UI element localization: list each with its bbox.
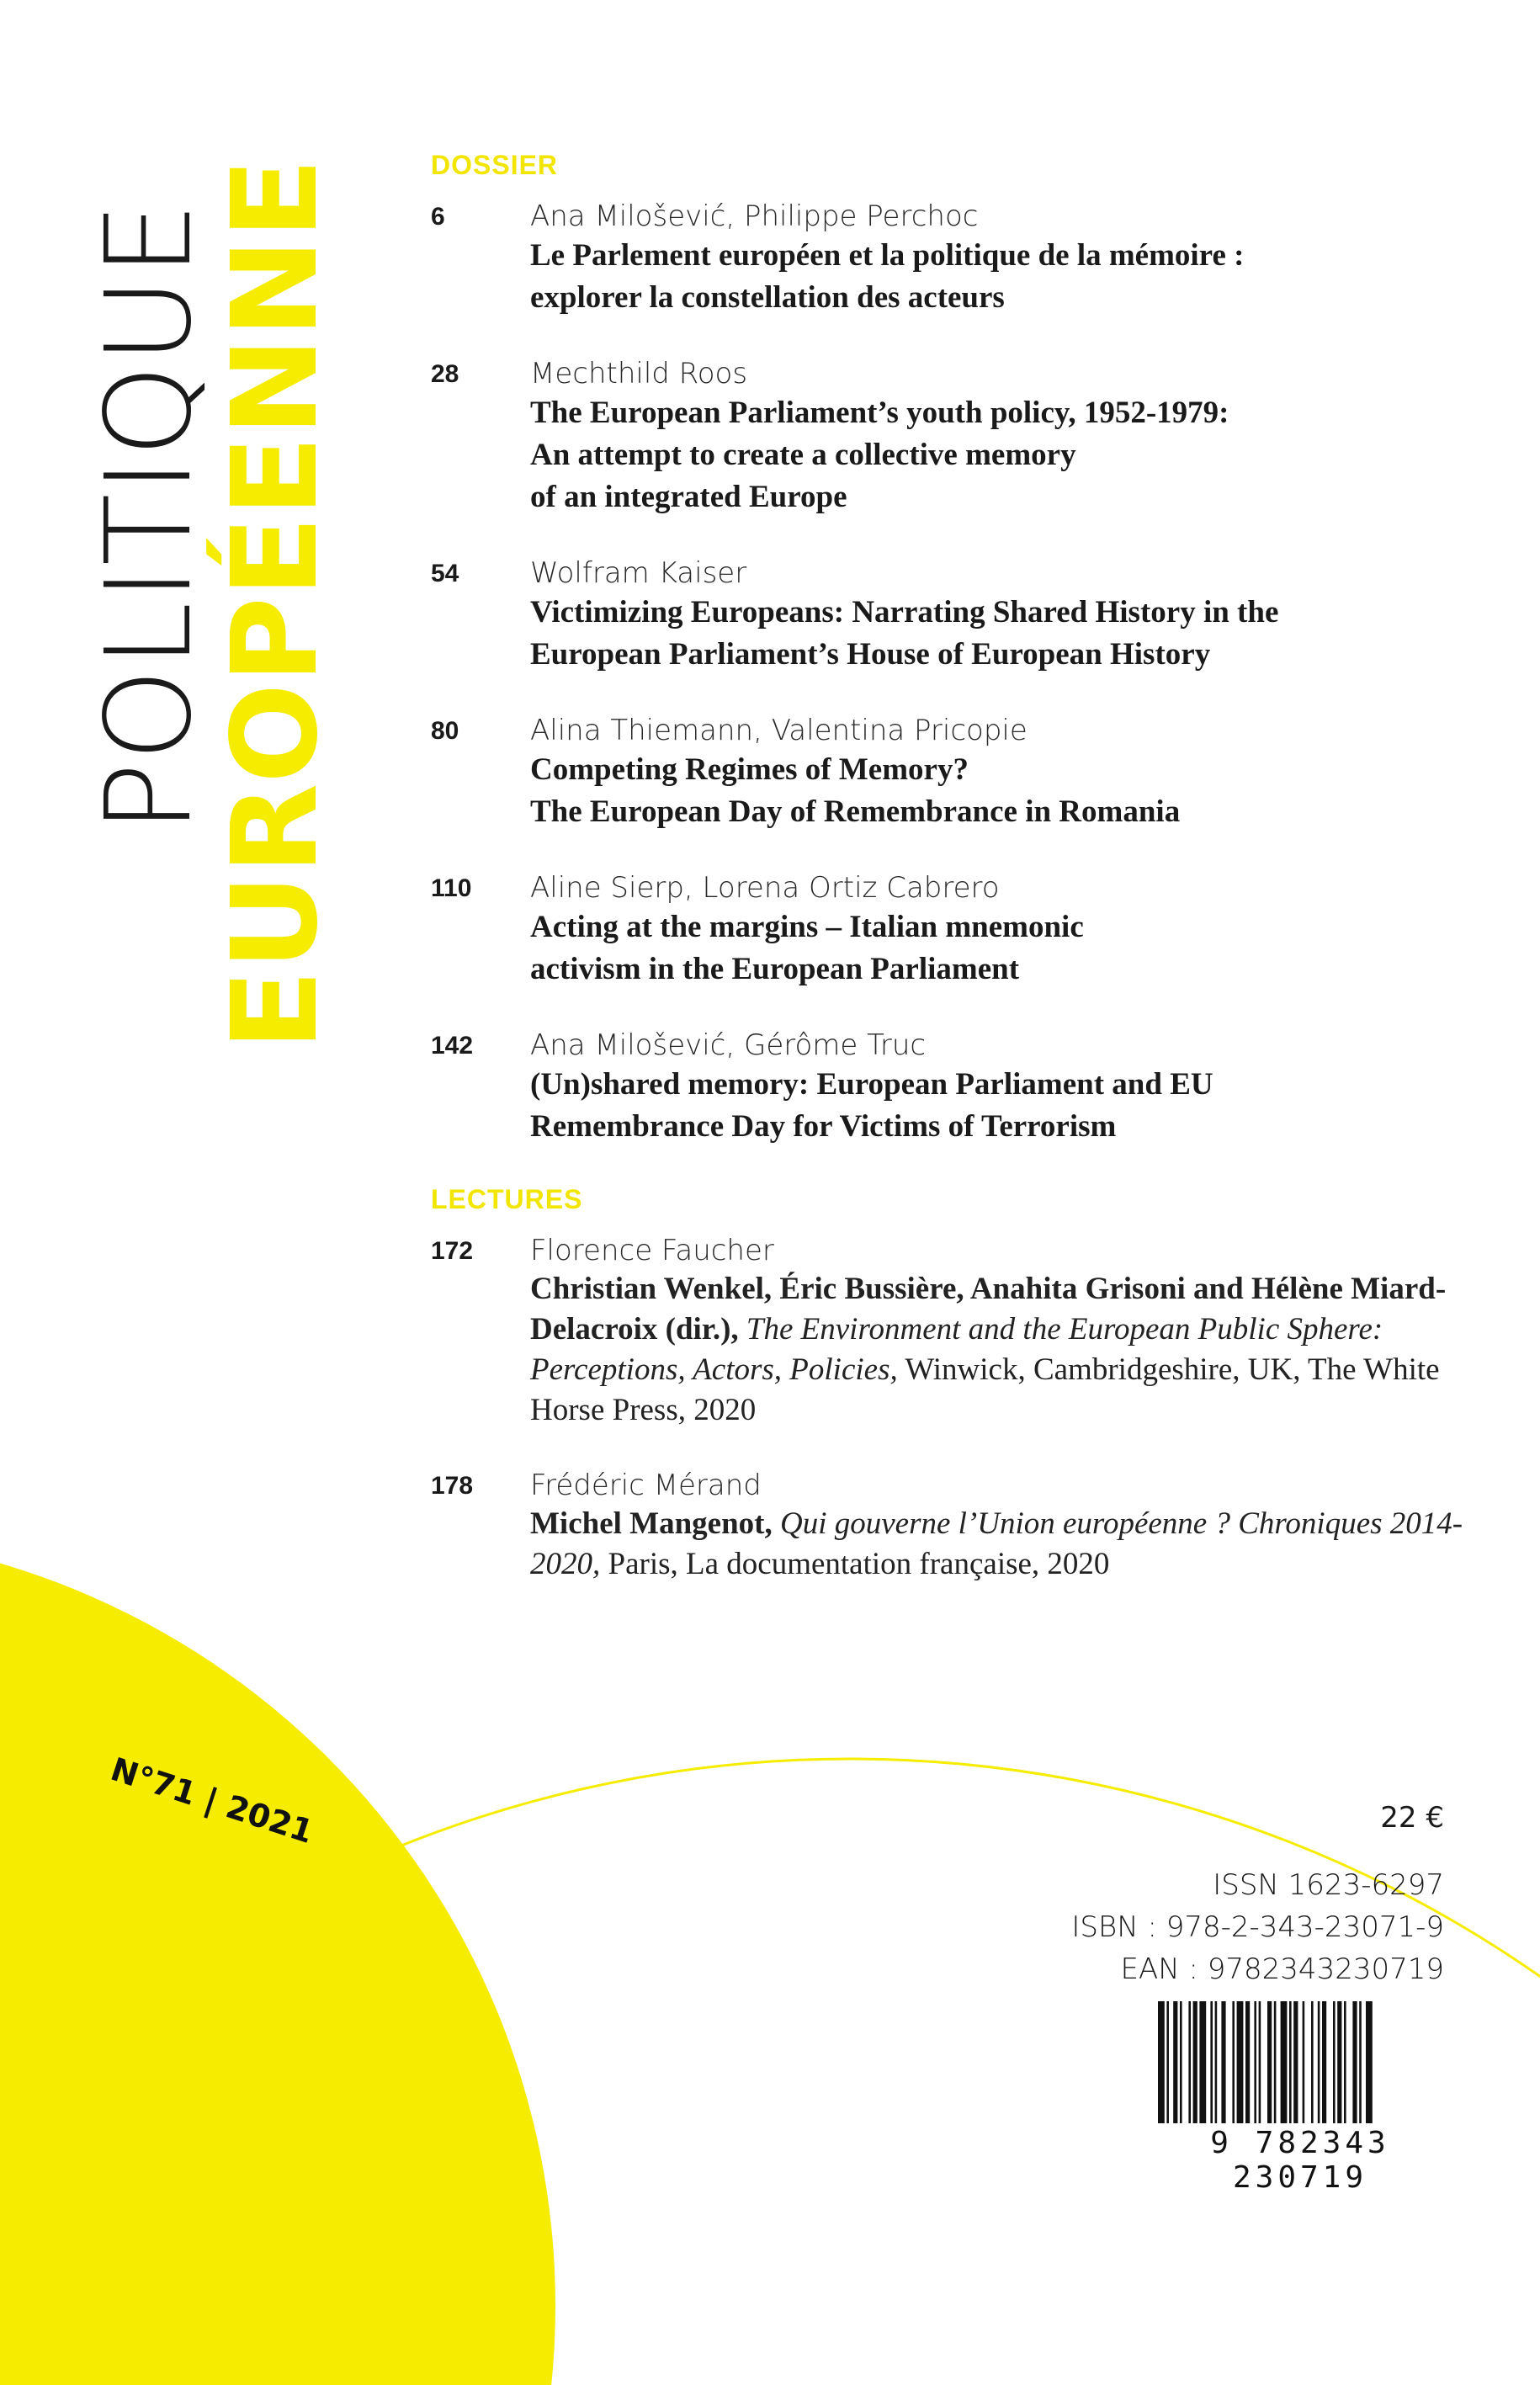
- barcode-bar: [1254, 2001, 1256, 2123]
- issn: ISSN 1623-6297: [1213, 1868, 1444, 1902]
- barcode-bar: [1193, 2001, 1197, 2123]
- barcode-bar: [1352, 2001, 1357, 2123]
- masthead-europeenne: EUROPÉENNE: [207, 158, 344, 1050]
- barcode-bar: [1158, 2001, 1165, 2123]
- book-title: The Environment and the European Public Sphere: Perceptions, Actors, Policies,: [530, 1312, 1383, 1387]
- review-reference: [530, 1504, 1483, 1585]
- barcode-bar: [1303, 2001, 1305, 2123]
- review-entry: [431, 1467, 1483, 1585]
- book-authors: Michel Mangenot,: [530, 1506, 773, 1541]
- table-of-contents: [431, 150, 1483, 1621]
- article-authors: Wolfram Kaiser: [530, 556, 747, 590]
- section-heading-dossier: DOSSIER: [431, 150, 559, 180]
- article-title: Competing Regimes of Memory? The European Day of Remembrance in Romania: [530, 752, 1181, 829]
- book-publication: Winwick, Cambridgeshire, UK, The White Horse Press, 2020: [530, 1352, 1440, 1427]
- page-number: 54: [431, 560, 459, 587]
- barcode-bar: [1180, 2001, 1182, 2123]
- page-number: 80: [431, 717, 459, 745]
- barcode-bar: [1188, 2001, 1191, 2123]
- page-number: 142: [431, 1032, 474, 1060]
- barcode-bar: [1293, 2001, 1298, 2123]
- barcode-bar: [1237, 2001, 1244, 2123]
- barcode-bar: [1215, 2001, 1218, 2123]
- book-title: Qui gouverne l’Union européenne ? Chroniques 2014-2020,: [530, 1506, 1463, 1581]
- barcode-bar: [1366, 2001, 1373, 2123]
- isbn: ISBN : 978-2-343-23071-9: [1071, 1910, 1444, 1944]
- article-authors: Ana Milošević, Philippe Perchoc: [530, 199, 979, 233]
- barcode: [1153, 2001, 1447, 2195]
- barcode-bar: [1245, 2001, 1250, 2123]
- book-authors: Christian Wenkel, Éric Bussière, Anahita Grisoni and Hélène Miard-Delacroix (dir.),: [530, 1272, 1447, 1347]
- large-yellow-circle: [0, 1532, 555, 2385]
- toc-entry: [431, 712, 1483, 833]
- barcode-bar: [1259, 2001, 1261, 2123]
- barcode-bar: [1344, 2001, 1346, 2123]
- article-title: Victimizing Europeans: Narrating Shared History in the European Parliament’s House of European History: [530, 595, 1279, 672]
- page-number: 172: [431, 1237, 474, 1265]
- barcode-bar: [1210, 2001, 1213, 2123]
- barcode-bar: [1322, 2001, 1326, 2123]
- barcode-bar: [1199, 2001, 1206, 2123]
- barcode-bar: [1318, 2001, 1320, 2123]
- book-publication: Paris, La documentation française, 2020: [600, 1547, 1110, 1581]
- issue-number: N°71 | 2021: [106, 1750, 318, 1851]
- review-entry: [431, 1232, 1483, 1431]
- price: 22 €: [1380, 1801, 1444, 1835]
- article-authors: Ana Milošević, Gérôme Truc: [530, 1028, 927, 1062]
- toc-entry: [431, 198, 1483, 319]
- barcode-bar: [1232, 2001, 1235, 2123]
- barcode-bar: [1274, 2001, 1277, 2123]
- page-number: 6: [431, 203, 445, 231]
- page-number: 110: [431, 874, 472, 902]
- review-reference: [530, 1269, 1483, 1431]
- barcode-bar: [1337, 2001, 1341, 2123]
- article-title: Acting at the margins – Italian mnemonic activism in the European Parliament: [530, 910, 1084, 986]
- barcode-bar: [1359, 2001, 1362, 2123]
- review-author: Frédéric Mérand: [530, 1469, 762, 1502]
- toc-entry: [431, 869, 1483, 991]
- article-title: Le Parlement européen et la politique de la mémoire : explorer la constellation des acteurs: [530, 238, 1245, 315]
- barcode-bars: [1153, 2001, 1447, 2127]
- barcode-digits: 9 782343 230719: [1210, 2126, 1390, 2195]
- article-title: The European Parliament’s youth policy, 1952-1979: An attempt to create a collective memory of an integrated Europe: [530, 396, 1229, 514]
- toc-entry: [431, 1027, 1483, 1148]
- page-number: 28: [431, 360, 459, 388]
- barcode-bar: [1166, 2001, 1169, 2123]
- barcode-bar: [1221, 2001, 1225, 2123]
- ean: EAN : 9782343230719: [1120, 1952, 1444, 1986]
- article-authors: Aline Sierp, Lorena Ortiz Cabrero: [530, 871, 1000, 905]
- page-number: 178: [431, 1472, 474, 1500]
- article-authors: Alina Thiemann, Valentina Pricopie: [530, 714, 1028, 747]
- toc-entry: [431, 355, 1483, 518]
- masthead-politique: POLITIQUE: [81, 201, 218, 833]
- barcode-bar: [1289, 2001, 1292, 2123]
- barcode-bar: [1281, 2001, 1288, 2123]
- barcode-bar: [1267, 2001, 1272, 2123]
- article-authors: Mechthild Roos: [530, 357, 748, 390]
- barcode-bar: [1333, 2001, 1336, 2123]
- barcode-bar: [1311, 2001, 1314, 2123]
- section-heading-lectures: LECTURES: [431, 1184, 583, 1214]
- review-author: Florence Faucher: [530, 1234, 774, 1267]
- toc-entry: [431, 555, 1483, 676]
- article-title: (Un)shared memory: European Parliament and EU Remembrance Day for Victims of Terrorism: [530, 1067, 1213, 1144]
- barcode-bar: [1173, 2001, 1177, 2123]
